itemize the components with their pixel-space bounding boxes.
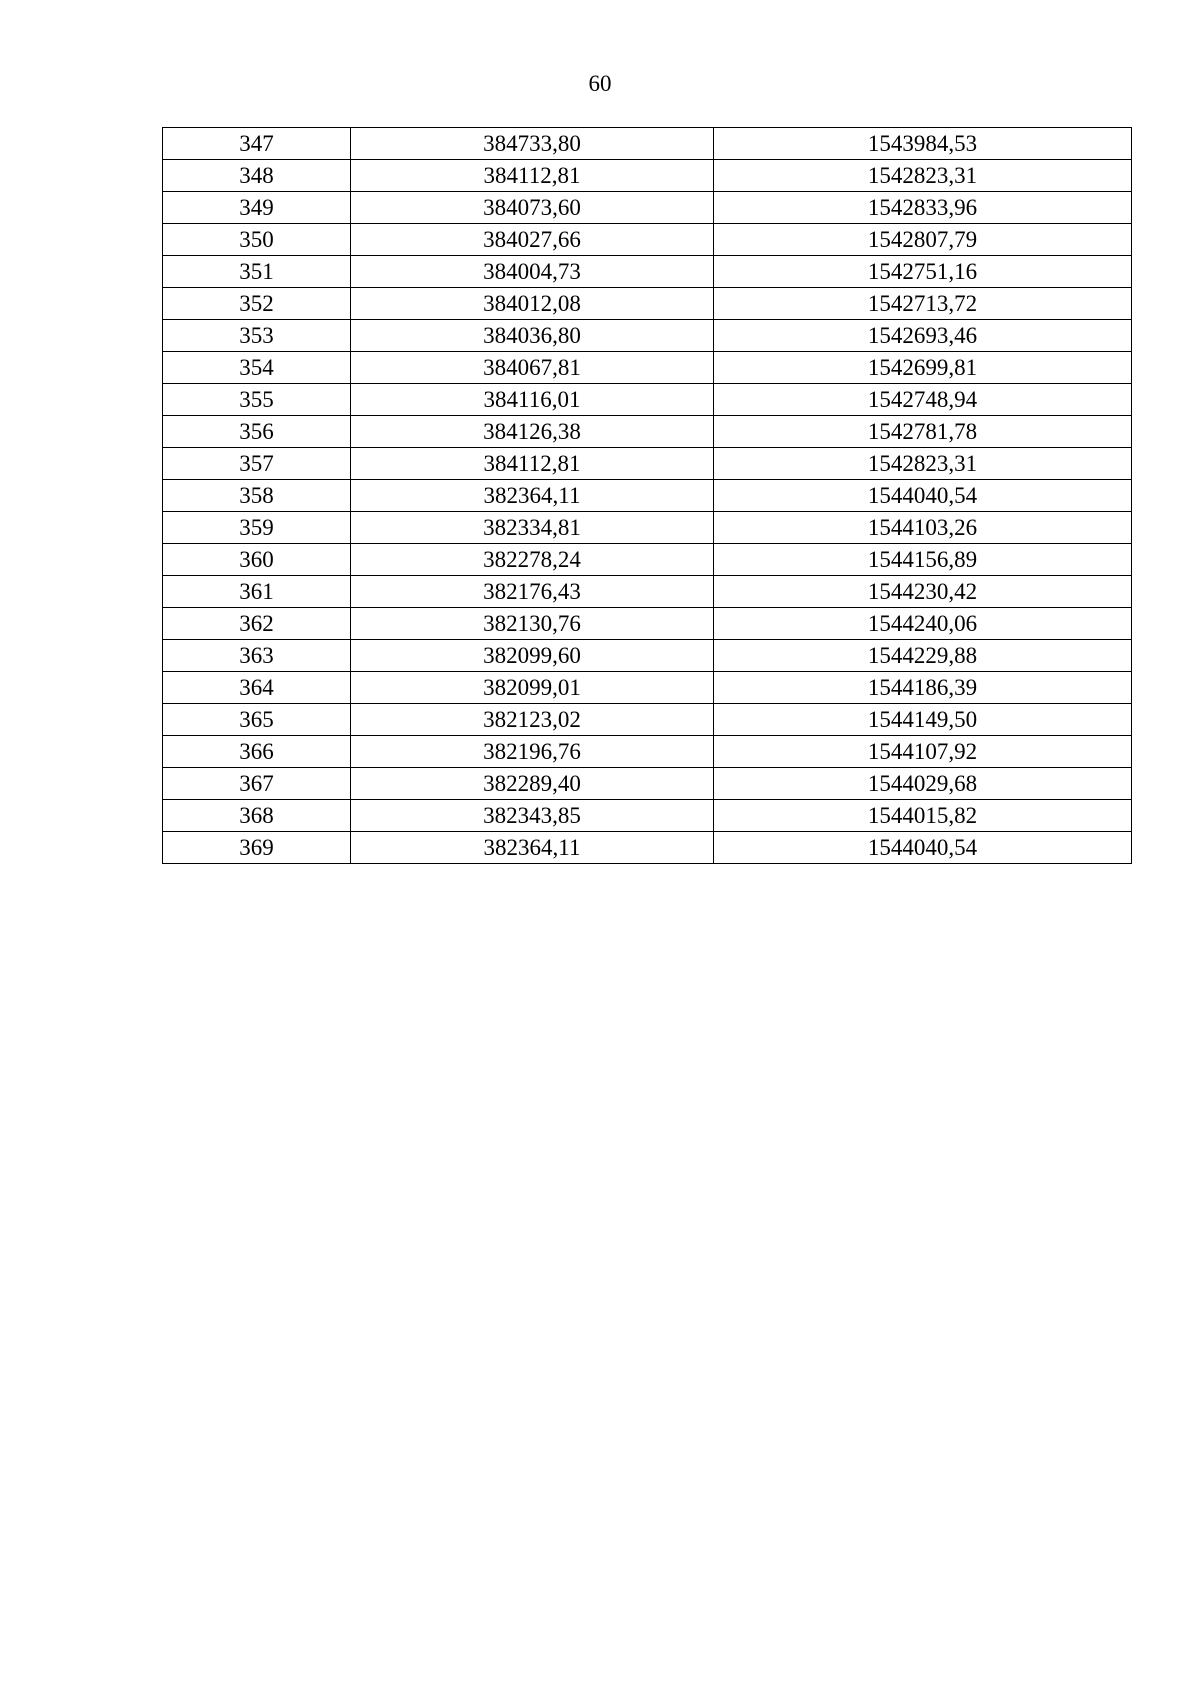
x-coordinate-cell: 384027,66	[351, 224, 714, 256]
x-coordinate-cell: 384036,80	[351, 320, 714, 352]
x-coordinate-cell: 382334,81	[351, 512, 714, 544]
point-number-cell: 354	[163, 352, 351, 384]
point-number-cell: 358	[163, 480, 351, 512]
y-coordinate-cell: 1544229,88	[714, 640, 1132, 672]
point-number-cell: 350	[163, 224, 351, 256]
point-number-cell: 347	[163, 128, 351, 160]
point-number-cell: 348	[163, 160, 351, 192]
y-coordinate-cell: 1542823,31	[714, 160, 1132, 192]
x-coordinate-cell: 384067,81	[351, 352, 714, 384]
table-row	[163, 608, 1132, 640]
y-coordinate-cell: 1543984,53	[714, 128, 1132, 160]
table-row	[163, 352, 1132, 384]
x-coordinate-cell: 382196,76	[351, 736, 714, 768]
x-coordinate-cell: 382099,60	[351, 640, 714, 672]
point-number-cell: 367	[163, 768, 351, 800]
point-number-cell: 356	[163, 416, 351, 448]
point-number-cell: 366	[163, 736, 351, 768]
point-number-cell: 353	[163, 320, 351, 352]
y-coordinate-cell: 1544240,06	[714, 608, 1132, 640]
table-row	[163, 224, 1132, 256]
point-number-cell: 361	[163, 576, 351, 608]
x-coordinate-cell: 384112,81	[351, 160, 714, 192]
table-row	[163, 416, 1132, 448]
x-coordinate-cell: 382278,24	[351, 544, 714, 576]
coordinates-table-body	[163, 128, 1132, 864]
y-coordinate-cell: 1542807,79	[714, 224, 1132, 256]
point-number-cell: 365	[163, 704, 351, 736]
table-row	[163, 704, 1132, 736]
x-coordinate-cell: 382130,76	[351, 608, 714, 640]
y-coordinate-cell: 1544040,54	[714, 480, 1132, 512]
y-coordinate-cell: 1542693,46	[714, 320, 1132, 352]
y-coordinate-cell: 1542833,96	[714, 192, 1132, 224]
y-coordinate-cell: 1544156,89	[714, 544, 1132, 576]
table-row	[163, 672, 1132, 704]
table-row	[163, 480, 1132, 512]
x-coordinate-cell: 382364,11	[351, 480, 714, 512]
table-row	[163, 128, 1132, 160]
table-row	[163, 576, 1132, 608]
y-coordinate-cell: 1542699,81	[714, 352, 1132, 384]
y-coordinate-cell: 1544040,54	[714, 832, 1132, 864]
y-coordinate-cell: 1542748,94	[714, 384, 1132, 416]
coordinates-table	[162, 127, 1132, 864]
point-number-cell: 351	[163, 256, 351, 288]
y-coordinate-cell: 1542823,31	[714, 448, 1132, 480]
x-coordinate-cell: 382123,02	[351, 704, 714, 736]
point-number-cell: 355	[163, 384, 351, 416]
table-row	[163, 768, 1132, 800]
y-coordinate-cell: 1544186,39	[714, 672, 1132, 704]
x-coordinate-cell: 384012,08	[351, 288, 714, 320]
x-coordinate-cell: 382289,40	[351, 768, 714, 800]
point-number-cell: 363	[163, 640, 351, 672]
table-row	[163, 544, 1132, 576]
table-row	[163, 384, 1132, 416]
table-row	[163, 800, 1132, 832]
point-number-cell: 368	[163, 800, 351, 832]
table-row	[163, 192, 1132, 224]
point-number-cell: 364	[163, 672, 351, 704]
table-row	[163, 256, 1132, 288]
point-number-cell: 357	[163, 448, 351, 480]
y-coordinate-cell: 1542713,72	[714, 288, 1132, 320]
table-row	[163, 320, 1132, 352]
point-number-cell: 369	[163, 832, 351, 864]
x-coordinate-cell: 382364,11	[351, 832, 714, 864]
x-coordinate-cell: 384004,73	[351, 256, 714, 288]
y-coordinate-cell: 1542781,78	[714, 416, 1132, 448]
x-coordinate-cell: 384126,38	[351, 416, 714, 448]
point-number-cell: 352	[163, 288, 351, 320]
table-row	[163, 832, 1132, 864]
table-row	[163, 160, 1132, 192]
x-coordinate-cell: 384733,80	[351, 128, 714, 160]
table-row	[163, 640, 1132, 672]
y-coordinate-cell: 1544230,42	[714, 576, 1132, 608]
point-number-cell: 362	[163, 608, 351, 640]
y-coordinate-cell: 1544103,26	[714, 512, 1132, 544]
page-number: 60	[588, 71, 612, 96]
table-row	[163, 512, 1132, 544]
x-coordinate-cell: 384112,81	[351, 448, 714, 480]
x-coordinate-cell: 382343,85	[351, 800, 714, 832]
x-coordinate-cell: 382099,01	[351, 672, 714, 704]
x-coordinate-cell: 384073,60	[351, 192, 714, 224]
table-row	[163, 288, 1132, 320]
x-coordinate-cell: 384116,01	[351, 384, 714, 416]
point-number-cell: 360	[163, 544, 351, 576]
point-number-cell: 359	[163, 512, 351, 544]
point-number-cell: 349	[163, 192, 351, 224]
y-coordinate-cell: 1544107,92	[714, 736, 1132, 768]
table-row	[163, 448, 1132, 480]
y-coordinate-cell: 1544029,68	[714, 768, 1132, 800]
table-row	[163, 736, 1132, 768]
y-coordinate-cell: 1544149,50	[714, 704, 1132, 736]
y-coordinate-cell: 1542751,16	[714, 256, 1132, 288]
y-coordinate-cell: 1544015,82	[714, 800, 1132, 832]
x-coordinate-cell: 382176,43	[351, 576, 714, 608]
